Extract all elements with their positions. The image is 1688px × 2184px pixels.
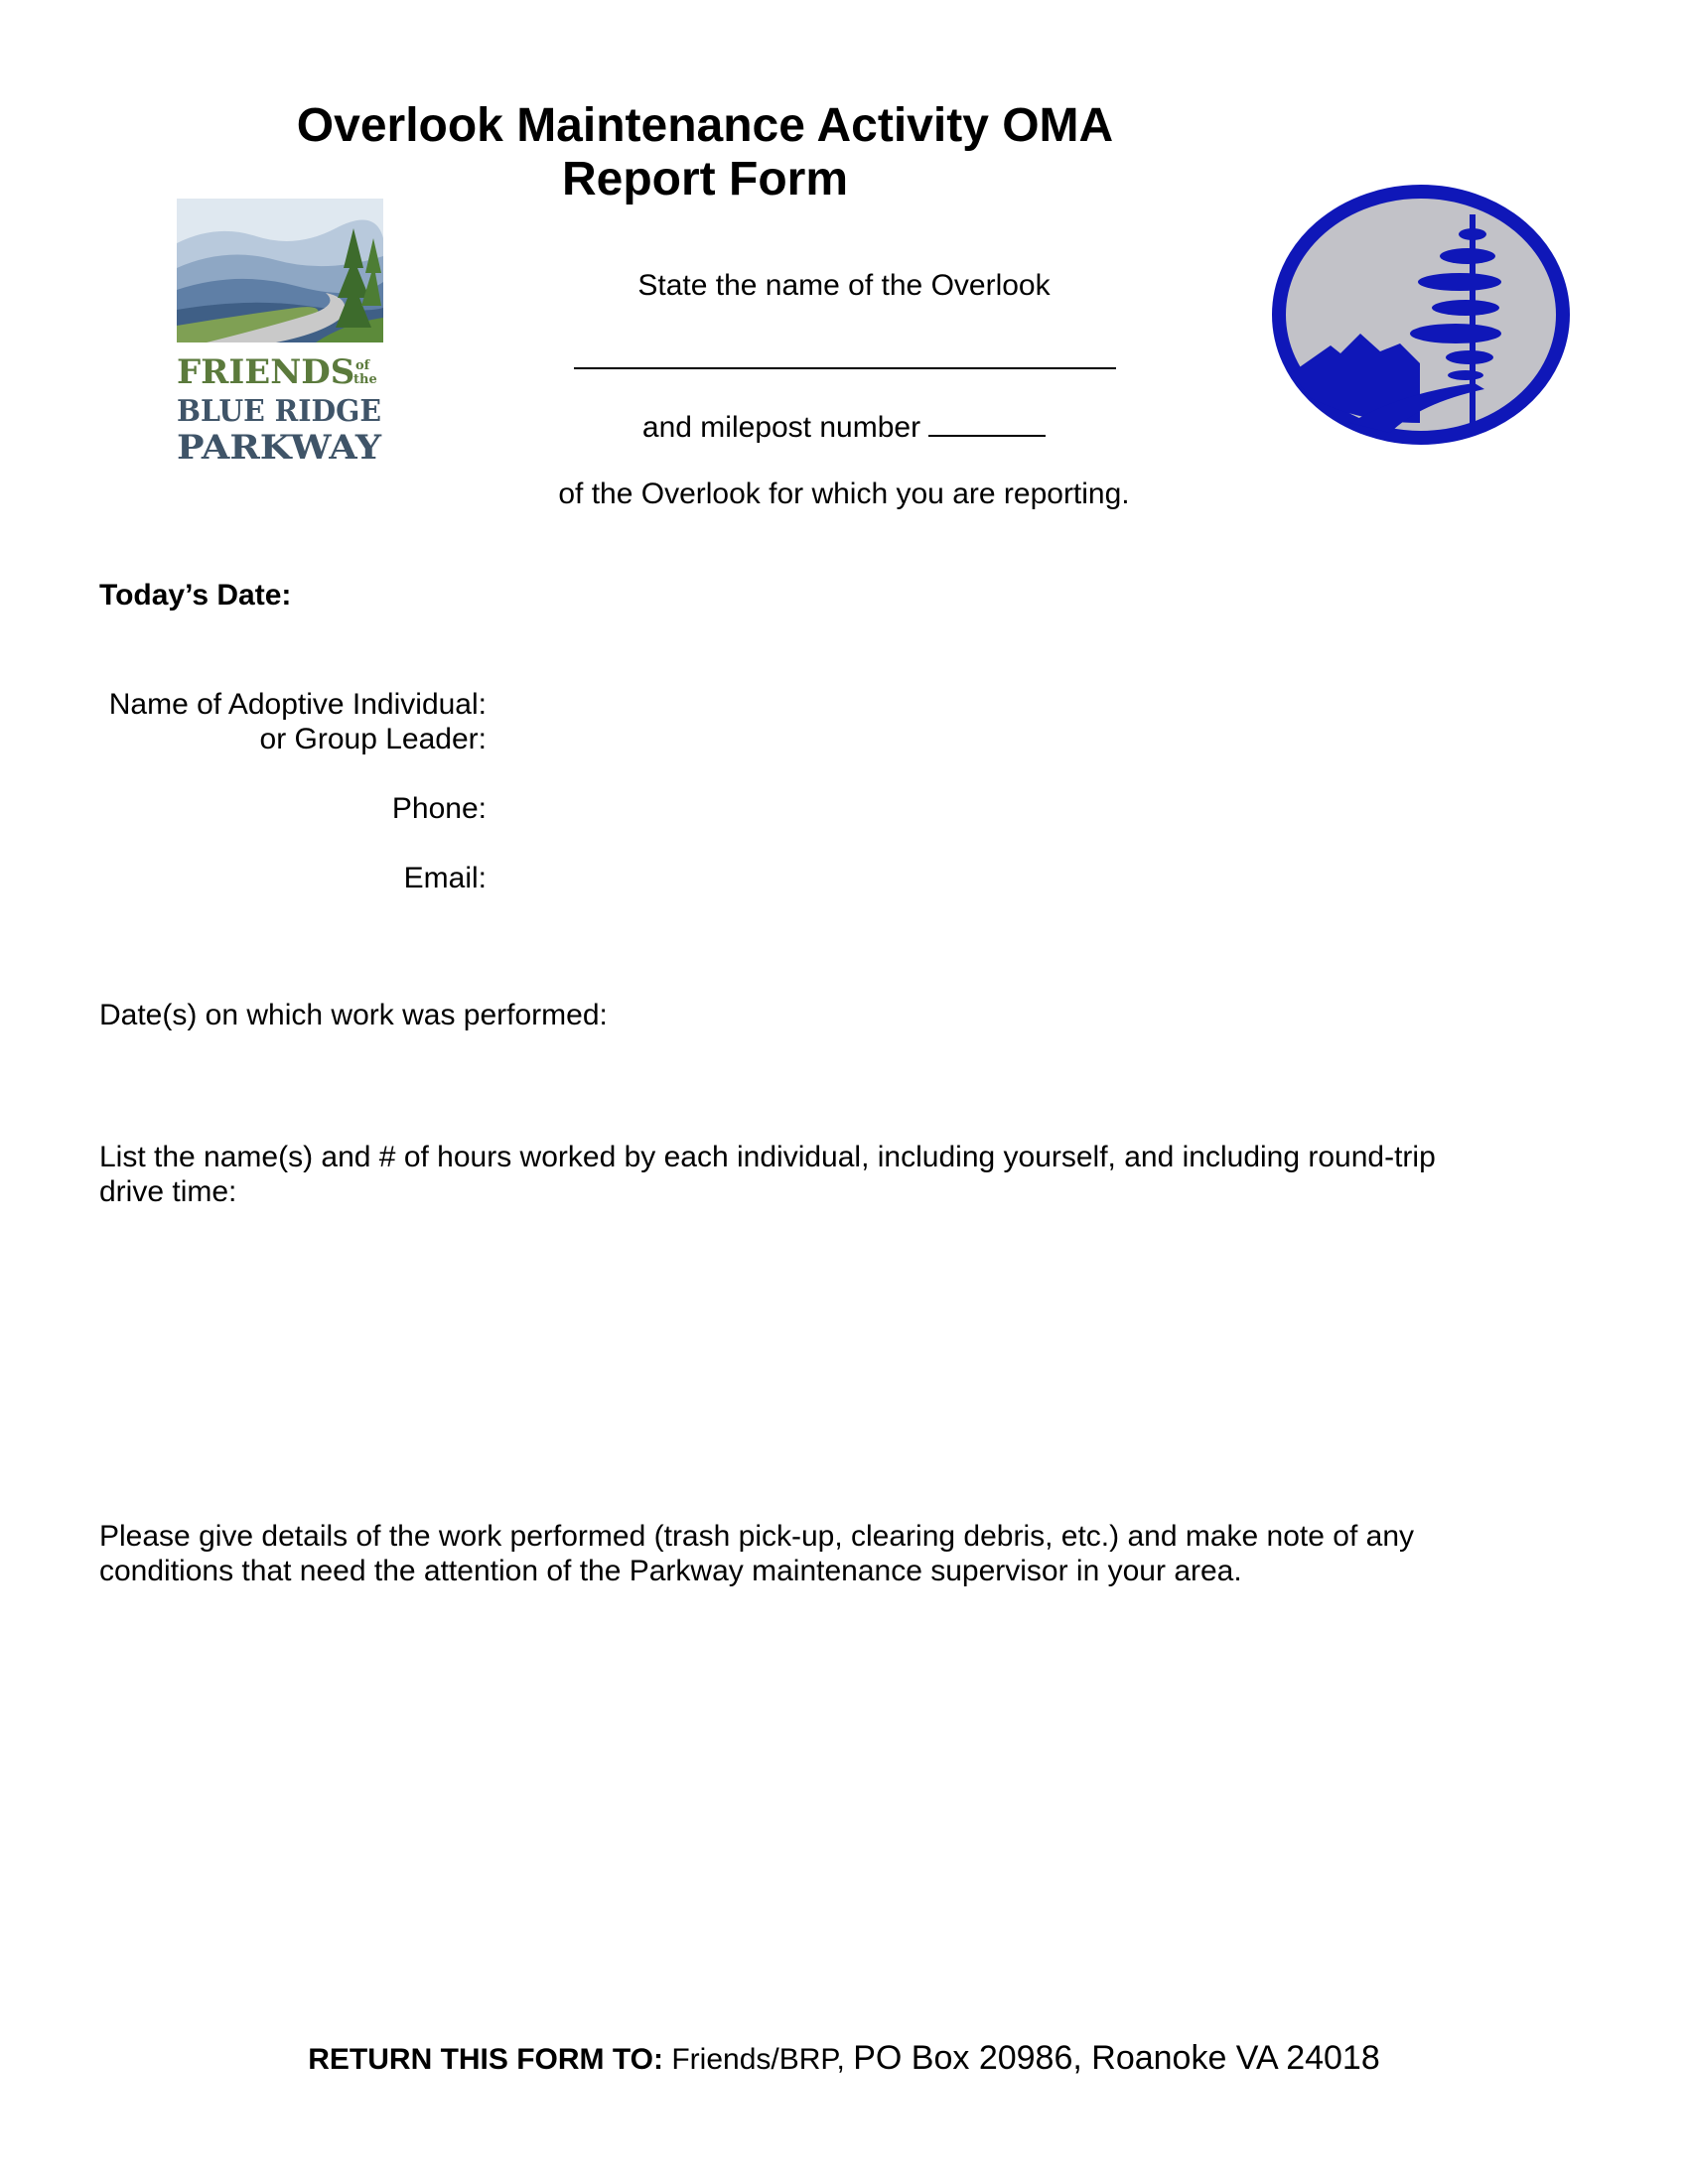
parkway-landscape-icon [177, 199, 383, 461]
title-line-1: Overlook Maintenance Activity OMA [296, 99, 1114, 152]
dates-worked-label: Date(s) on which work was performed: [99, 999, 608, 1031]
adoptive-name-field[interactable] [506, 685, 1400, 756]
overlook-name-prompt: State the name of the Overlook [637, 269, 1051, 302]
overlook-name-field[interactable] [574, 367, 1116, 369]
adoptive-name-label-1: Name of Adoptive Individual: [108, 688, 487, 721]
email-label: Email: [403, 862, 487, 894]
dates-worked-field[interactable] [626, 995, 1519, 1034]
page-title [248, 99, 1162, 206]
email-field[interactable] [506, 858, 1400, 897]
logo-the-text: the [353, 372, 377, 387]
work-details-field[interactable] [99, 1598, 1489, 1995]
work-details-prompt: Please give details of the work performed (trash pick-up, clearing debris, etc.) and make note of any conditions that need the attention of the Parkway maintenance supervisor in your area. [99, 1520, 1414, 1587]
phone-label: Phone: [391, 792, 487, 825]
adoptive-name-label-2: or Group Leader: [259, 723, 487, 755]
reporting-note: of the Overlook for which you are reporting. [558, 478, 1130, 510]
parkway-emblem [1271, 185, 1571, 445]
logo-friends-text: FRIENDS [177, 352, 355, 392]
return-postal-address: PO Box 20986, Roanoke VA 24018 [853, 2039, 1380, 2077]
logo-parkway-text: PARKWAY [177, 428, 382, 461]
phone-field[interactable] [506, 788, 1400, 828]
milepost-row [536, 407, 1152, 446]
milepost-prompt: and milepost number [641, 411, 921, 444]
return-label: RETURN THIS FORM TO: [308, 2043, 663, 2076]
hours-worked-field[interactable] [99, 1221, 1489, 1479]
hours-worked-prompt: List the name(s) and # of hours worked by each individual, including yourself, and including round-trip drive time: [99, 1141, 1436, 1208]
todays-date-label: Today’s Date: [99, 579, 292, 612]
return-org: Friends/BRP, [671, 2043, 845, 2076]
logo-of-text: of [355, 358, 370, 373]
tree-emblem-icon [1271, 185, 1571, 445]
logo-blue-ridge-text: BLUE RIDGE [177, 394, 381, 429]
return-address [149, 2039, 1539, 2078]
title-line-2: Report Form [562, 153, 848, 205]
friends-brp-logo [177, 199, 383, 461]
todays-date-field[interactable] [318, 574, 914, 614]
milepost-field[interactable] [928, 407, 1046, 437]
